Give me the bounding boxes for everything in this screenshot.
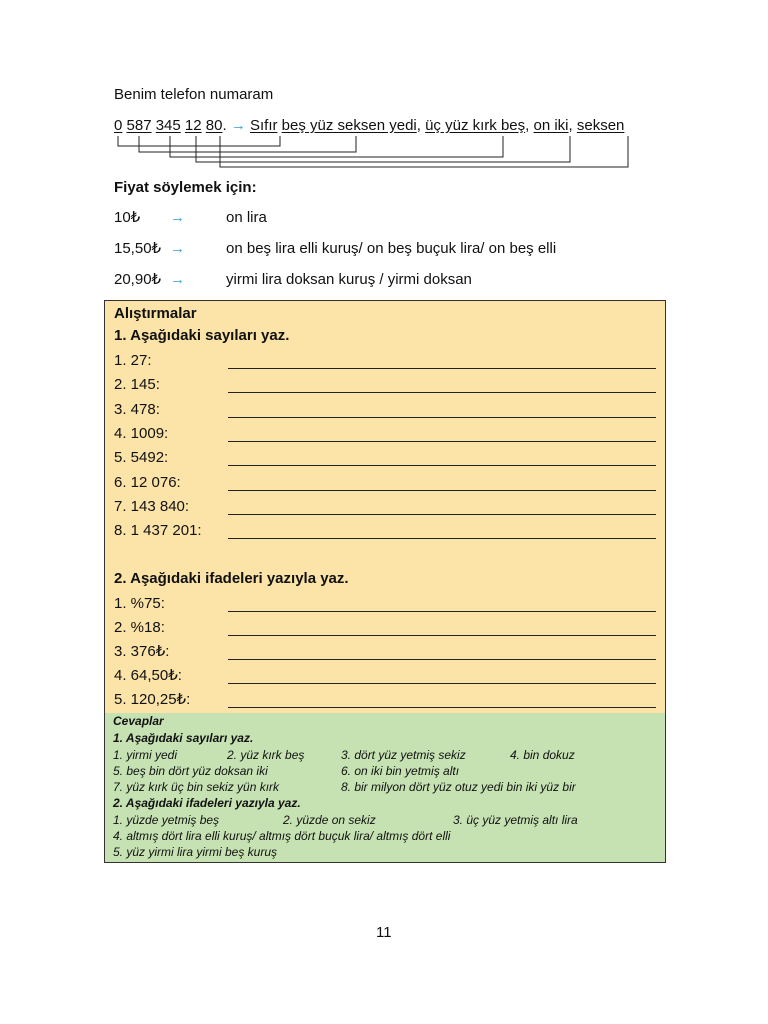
phone-word: beş yüz seksen yedi — [281, 117, 417, 134]
phone-word: Sıfır — [249, 117, 278, 134]
answer-item: 3. üç yüz yetmiş altı lira — [453, 813, 578, 827]
phone-sep: , — [416, 117, 421, 134]
answer-line[interactable] — [228, 392, 656, 393]
phone-word: üç yüz kırk beş — [425, 117, 526, 134]
answer-line[interactable] — [228, 635, 656, 636]
arrow-icon: → — [230, 117, 246, 134]
arrow-icon: → — [170, 240, 185, 257]
exercise-item: 3. 478: — [114, 401, 160, 418]
answer-item: 5. beş bin dört yüz doksan iki — [113, 764, 268, 778]
phone-group: 0 — [114, 117, 123, 134]
answer-item: 3. dört yüz yetmiş sekiz — [341, 748, 466, 762]
answer-item: 7. yüz kırk üç bin sekiz yün kırk — [113, 780, 280, 794]
section-title: 2. Aşağıdaki ifadeleri yazıyla yaz. — [114, 570, 349, 587]
answer-line[interactable] — [228, 417, 656, 418]
exercise-item: 2. %18: — [114, 619, 165, 636]
answer-item: 2. yüzde on sekiz — [283, 813, 376, 827]
arrow-icon: → — [170, 271, 185, 288]
answer-line[interactable] — [228, 538, 656, 539]
price-text: on beş lira elli kuruş/ on beş buçuk lira/ on beş elli — [226, 240, 557, 257]
phone-group: 12 — [184, 117, 202, 134]
answer-line[interactable] — [228, 611, 656, 612]
phone-word: seksen — [576, 117, 625, 134]
exercise-item: 1. %75: — [114, 595, 165, 612]
phone-group: 345 — [155, 117, 181, 134]
phone-intro-title: Benim telefon numaram — [114, 86, 274, 103]
exercise-item: 1. 27: — [114, 352, 152, 369]
answer-line[interactable] — [228, 465, 656, 466]
answers-section-title: 1. Aşağıdaki sayıları yaz. — [113, 731, 254, 745]
exercise-box — [104, 300, 666, 713]
phone-sep: , — [568, 117, 573, 134]
answer-line[interactable] — [228, 659, 656, 660]
answer-item: 4. altmış dört lira elli kuruş/ altmış dört buçuk lira/ altmış dört elli — [113, 829, 451, 843]
answer-item: 8. bir milyon dört yüz otuz yedi bin iki yüz bir — [341, 780, 576, 794]
exercise-item: 4. 64,50₺: — [114, 667, 182, 684]
phone-dot: . — [222, 117, 227, 134]
price-text: on lira — [226, 209, 267, 226]
exercise-item: 8. 1 437 201: — [114, 522, 202, 539]
exercise-item: 4. 1009: — [114, 425, 169, 442]
page-number: 11 — [376, 924, 392, 941]
arrow-icon: → — [170, 209, 185, 226]
answer-line[interactable] — [228, 490, 656, 491]
exercise-title: Alıştırmalar — [114, 305, 197, 322]
answer-item: 1. yirmi yedi — [113, 748, 178, 762]
phone-group: 587 — [126, 117, 152, 134]
answer-item: 5. yüz yirmi lira yirmi beş kuruş — [113, 845, 278, 859]
answers-box — [104, 713, 666, 863]
exercise-item: 7. 143 840: — [114, 498, 190, 515]
section-title: 1. Aşağıdaki sayıları yaz. — [114, 327, 290, 344]
answers-title: Cevaplar — [113, 714, 164, 728]
price-amount: 10₺ — [114, 209, 141, 226]
answer-line[interactable] — [228, 514, 656, 515]
exercise-item: 3. 376₺: — [114, 643, 170, 660]
answer-line[interactable] — [228, 683, 656, 684]
answer-item: 4. bin dokuz — [510, 748, 575, 762]
phone-connector-lines — [0, 0, 768, 180]
exercise-item: 5. 120,25₺: — [114, 691, 191, 708]
answer-line[interactable] — [228, 368, 656, 369]
phone-sep: , — [525, 117, 530, 134]
exercise-item: 5. 5492: — [114, 449, 169, 466]
phone-group: 80 — [205, 117, 223, 134]
answer-item: 2. yüz kırk beş — [227, 748, 305, 762]
price-amount: 15,50₺ — [114, 240, 162, 257]
answer-item: 1. yüzde yetmiş beş — [113, 813, 220, 827]
answers-section-title: 2. Aşağıdaki ifadeleri yazıyla yaz. — [113, 796, 301, 810]
exercise-item: 2. 145: — [114, 376, 160, 393]
exercise-item: 6. 12 076: — [114, 474, 181, 491]
price-amount: 20,90₺ — [114, 271, 162, 288]
answer-item: 6. on iki bin yetmiş altı — [341, 764, 460, 778]
price-text: yirmi lira doksan kuruş / yirmi doksan — [226, 271, 472, 288]
answer-line[interactable] — [228, 441, 656, 442]
answer-line[interactable] — [228, 707, 656, 708]
price-heading: Fiyat söylemek için: — [114, 179, 257, 196]
phone-word: on iki — [533, 117, 569, 134]
